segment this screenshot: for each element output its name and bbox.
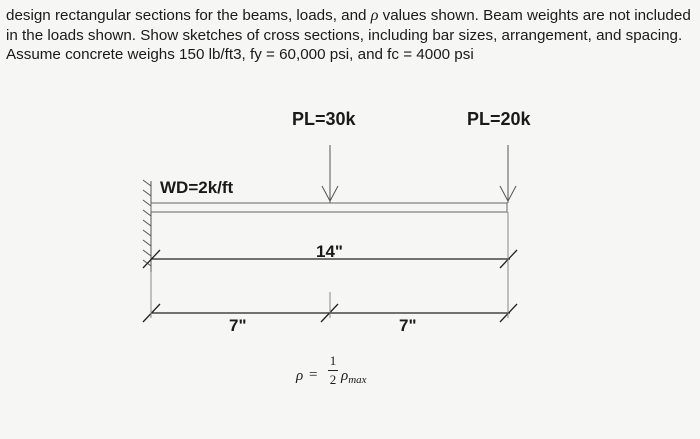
span-left-label: 7" — [229, 316, 247, 335]
formula-rho-max — [341, 368, 367, 386]
fixed-support-hatch — [143, 180, 151, 272]
formula-fraction — [328, 354, 338, 387]
formula-denominator: 2 — [329, 372, 337, 387]
load-arrow-right — [500, 145, 516, 203]
distributed-load-label: WD=2k/ft — [160, 178, 234, 197]
span-total-label: 14" — [316, 242, 343, 261]
problem-lead-text: design rectangular sections for the beams, loads, and — [6, 7, 371, 24]
rho-symbol: ρ — [370, 7, 379, 24]
formula-rho-base: ρ — [341, 368, 349, 384]
load-arrow-left — [322, 145, 338, 203]
problem-rest-text: values shown. Beam weights are not included in the loads shown. Show sketches of cross sections, including bar sizes, arrangement, and spacing. Assume concrete weighs 150 lb/ft3, fy = 60,000 psi, and fc = 4000 psi — [6, 7, 691, 63]
formula-numerator: 1 — [329, 353, 337, 368]
formula-subscript: max — [348, 374, 367, 386]
formula-equals: = — [309, 367, 318, 383]
load-label-right: PL=20k — [467, 109, 531, 129]
beam — [151, 203, 507, 212]
load-label-left: PL=30k — [292, 109, 356, 129]
fraction-bar — [328, 370, 338, 371]
span-right-label: 7" — [399, 316, 417, 335]
formula-rho: ρ — [296, 368, 304, 384]
